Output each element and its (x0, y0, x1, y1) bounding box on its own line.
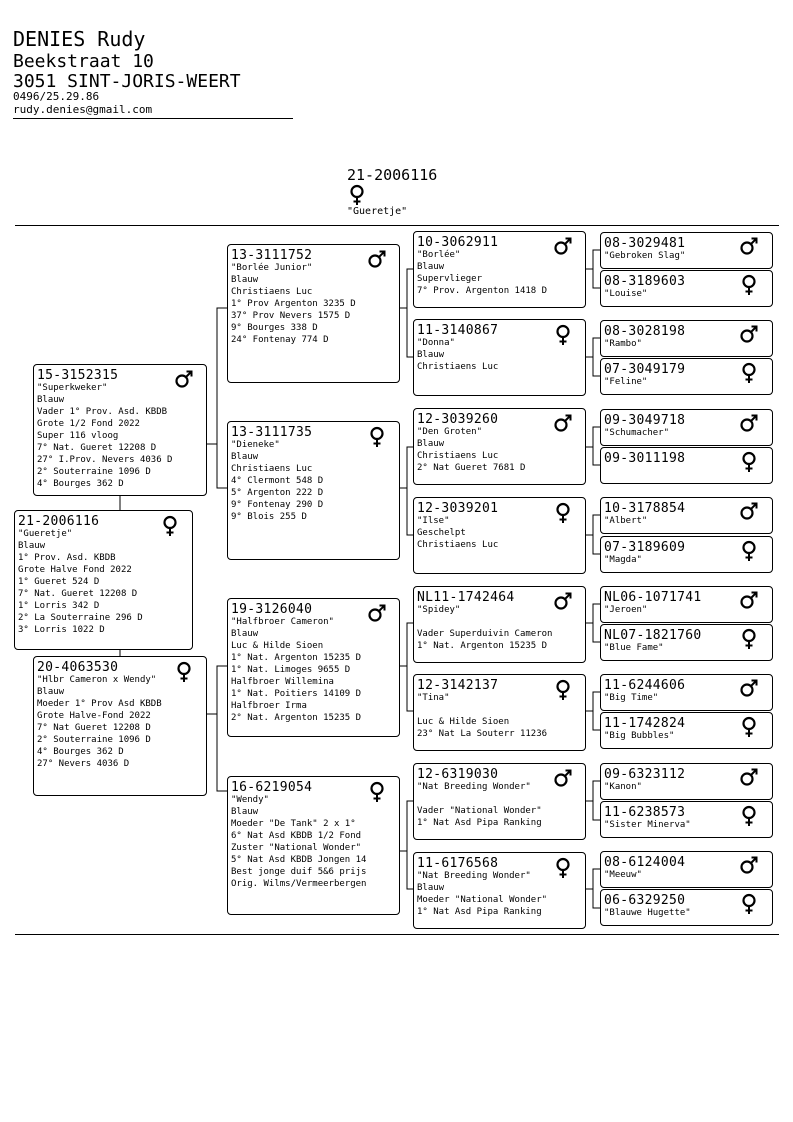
pedigree-info-line: Grote Halve Fond 2022 (18, 565, 132, 575)
ring-number: 08-6124004 (604, 855, 686, 870)
owner-city: 3051 SINT-JORIS-WEERT (13, 71, 241, 92)
pedigree-info-line: Blauw (18, 541, 46, 551)
pedigree-info-line: Halfbroer Irma (231, 701, 307, 711)
pigeon-name: "Dieneke" (231, 440, 280, 450)
pedigree-info-line: Grote 1/2 Fond 2022 (37, 419, 140, 429)
pedigree-info-line: 4° Bourges 362 D (37, 747, 124, 757)
pedigree-info-line: Blauw (417, 262, 445, 272)
pigeon-card-gen4-5[interactable] (413, 586, 586, 663)
pedigree-info-line: 2° Souterraine 1096 D (37, 467, 151, 477)
ring-number: 15-3152315 (37, 368, 119, 383)
pedigree-info-line: Moeder "De Tank" 2 x 1° (231, 819, 356, 829)
pedigree-info-line: 1° Nat. Argenton 15235 D (231, 653, 362, 663)
pedigree-info-line: Luc & Hilde Sioen (231, 641, 324, 651)
pedigree-info-line: 4° Bourges 362 D (37, 479, 124, 489)
pigeon-name: "Wendy" (231, 795, 269, 805)
ring-number: 09-3011198 (604, 451, 686, 466)
pigeon-card-gen5-5[interactable] (600, 409, 773, 446)
pigeon-name: "Blue Fame" (604, 643, 664, 653)
pedigree-info-line: Halfbroer Willemina (231, 677, 334, 687)
female-symbol-icon (739, 451, 759, 473)
ring-number: 11-1742824 (604, 716, 686, 731)
pigeon-name: "Big Bubbles" (604, 731, 675, 741)
pigeon-card-gen4-8[interactable] (413, 852, 586, 929)
ring-number: 09-3049718 (604, 413, 686, 428)
ring-number: 20-4063530 (37, 660, 119, 675)
connector-line (400, 269, 413, 308)
connector-line (593, 889, 600, 908)
pedigree-info-line: Blauw (231, 629, 259, 639)
ring-number: 12-6319030 (417, 767, 499, 782)
connector-line (593, 357, 600, 376)
pedigree-info-line: 27° Nevers 4036 D (37, 759, 130, 769)
female-symbol-icon (739, 540, 759, 562)
pigeon-name: "Blauwe Hugette" (604, 908, 691, 918)
pigeon-name: "Jeroen" (604, 605, 648, 615)
pedigree-info-line: 23° Nat La Souterr 11236 (417, 729, 548, 739)
pedigree-info-line: 9° Bourges 338 D (231, 323, 318, 333)
pedigree-info-line: Christiaens Luc (417, 451, 499, 461)
pedigree-info-line: Moeder "National Wonder" (417, 895, 548, 905)
female-symbol-icon (367, 781, 387, 803)
pigeon-name: "Louise" (604, 289, 648, 299)
ring-number: 08-3029481 (604, 236, 686, 251)
pedigree-info-line: 2° Nat. Argenton 15235 D (231, 713, 362, 723)
pedigree-info-line: 1° Gueret 524 D (18, 577, 100, 587)
pigeon-name: "Superkweker" (37, 383, 108, 393)
pigeon-name: "Kanon" (604, 782, 642, 792)
connector-line (207, 666, 227, 714)
male-symbol-icon (553, 768, 573, 790)
male-symbol-icon (739, 590, 759, 612)
pigeon-card-granddam-paternal[interactable] (227, 421, 400, 560)
pedigree-info-line: 7° Nat. Gueret 12208 D (18, 589, 138, 599)
pigeon-name: "Rambo" (604, 339, 642, 349)
male-symbol-icon (739, 236, 759, 258)
ring-number: 12-3142137 (417, 678, 499, 693)
pedigree-info-line: Vader 1° Prov. Asd. KBDB (37, 407, 168, 417)
female-symbol-icon (174, 661, 194, 683)
pedigree-info-line: Best jonge duif 5&6 prijs (231, 867, 367, 877)
pedigree-info-line: 1° Prov. Asd. KBDB (18, 553, 116, 563)
connector-line (586, 515, 600, 535)
pigeon-name: "Spidey" (417, 605, 461, 615)
pigeon-name: "Gebroken Slag" (604, 251, 686, 261)
pigeon-card-gen4-3[interactable] (413, 408, 586, 485)
pigeon-name: "Donna" (417, 338, 455, 348)
male-symbol-icon (367, 249, 387, 271)
pedigree-info-line: Supervlieger (417, 274, 483, 284)
owner-name: DENIES Rudy (13, 27, 146, 51)
pedigree-info-line: Vader "National Wonder" (417, 806, 542, 816)
pedigree-info-line: 1° Nat. Poitiers 14109 D (231, 689, 362, 699)
ring-number: 21-2006116 (18, 514, 100, 529)
female-symbol-icon (553, 679, 573, 701)
owner-email: rudy.denies@gmail.com (13, 103, 153, 116)
ring-number: 11-6244606 (604, 678, 686, 693)
ring-number: NL07-1821760 (604, 628, 702, 643)
female-symbol-icon (739, 362, 759, 384)
pedigree-info-line: Zuster "National Wonder" (231, 843, 362, 853)
male-symbol-icon (739, 324, 759, 346)
pedigree-info-line: 2° La Souterraine 296 D (18, 613, 143, 623)
pedigree-info-line: 7° Prov. Argenton 1418 D (417, 286, 548, 296)
connector-line (207, 308, 227, 444)
connector-line (593, 801, 600, 820)
male-symbol-icon (553, 413, 573, 435)
pigeon-card-dam[interactable] (33, 656, 207, 796)
pigeon-name: "Meeuw" (604, 870, 642, 880)
pigeon-card-gen5-7[interactable] (600, 497, 773, 534)
pedigree-info-line: Blauw (417, 350, 445, 360)
pigeon-card-gen5-9[interactable] (600, 586, 773, 623)
pigeon-card-gen5-16[interactable] (600, 889, 773, 926)
pigeon-name: "Hlbr Cameron x Wendy" (37, 675, 157, 685)
pigeon-name: "Nat Breeding Wonder" (417, 782, 531, 792)
pigeon-card-gen4-7[interactable] (413, 763, 586, 840)
pedigree-info-line: 7° Nat Gueret 12208 D (37, 723, 151, 733)
male-symbol-icon (739, 413, 759, 435)
pigeon-name: "Sister Minerva" (604, 820, 691, 830)
pigeon-card-gen5-15[interactable] (600, 851, 773, 888)
pedigree-info-line: 1° Prov Argenton 3235 D (231, 299, 356, 309)
pedigree-info-line: 5° Argenton 222 D (231, 488, 324, 498)
ring-number: 11-6238573 (604, 805, 686, 820)
connector-line (586, 781, 600, 801)
subject-pigeon-name: "Gueretje" (347, 206, 408, 217)
pedigree-info-line: 2° Nat Gueret 7681 D (417, 463, 526, 473)
connector-line (586, 427, 600, 447)
connector-line (593, 711, 600, 730)
pedigree-info-line: Vader Superduivin Cameron (417, 629, 553, 639)
pigeon-card-gen5-3[interactable] (600, 320, 773, 357)
pigeon-name: "Big Time" (604, 693, 659, 703)
connector-line (593, 535, 600, 554)
pigeon-card-gen4-1[interactable] (413, 231, 586, 308)
pigeon-card-grandsire-maternal[interactable] (227, 598, 400, 737)
ring-number: 08-3028198 (604, 324, 686, 339)
ring-number: 09-6323112 (604, 767, 686, 782)
pigeon-name: "Schumacher" (604, 428, 670, 438)
ring-number: 10-3178854 (604, 501, 686, 516)
pigeon-card-grandsire-paternal[interactable] (227, 244, 400, 383)
pigeon-name: "Tina" (417, 693, 450, 703)
connector-line (586, 869, 600, 889)
pigeon-card-gen5-4[interactable] (600, 358, 773, 395)
pigeon-card-gen4-6[interactable] (413, 674, 586, 751)
pigeon-card-gen5-6[interactable] (600, 447, 773, 484)
connector-line (593, 623, 600, 642)
ring-number: 13-3111735 (231, 425, 313, 440)
connector-line (593, 269, 600, 288)
pedigree-info-line: Moeder 1° Prov Asd KBDB (37, 699, 162, 709)
pedigree-info-line: 24° Fontenay 774 D (231, 335, 329, 345)
pigeon-card-gen4-2[interactable] (413, 319, 586, 396)
owner-phone: 0496/25.29.86 (13, 90, 100, 103)
pedigree-info-line: 1° Nat Asd Pipa Ranking (417, 818, 542, 828)
pedigree-info-line (417, 616, 582, 628)
pedigree-info-line: Super 116 vloog (37, 431, 119, 441)
connector-line (593, 447, 600, 465)
female-symbol-icon (739, 716, 759, 738)
pigeon-name: "Nat Breeding Wonder" (417, 871, 531, 881)
pedigree-info-line: Geschelpt (417, 528, 466, 538)
pedigree-info-line: Grote Halve-Fond 2022 (37, 711, 151, 721)
male-symbol-icon (739, 855, 759, 877)
pedigree-info-line: 7° Nat. Gueret 12208 D (37, 443, 157, 453)
pedigree-info-line (417, 704, 582, 716)
female-symbol-icon (553, 502, 573, 524)
pedigree-info-line: Christiaens Luc (231, 464, 313, 474)
ring-number: 12-3039201 (417, 501, 499, 516)
pedigree-info-line: Christiaens Luc (231, 287, 313, 297)
ring-number: 08-3189603 (604, 274, 686, 289)
pedigree-info-line: Blauw (37, 687, 65, 697)
pigeon-name: "Albert" (604, 516, 648, 526)
pedigree-info-line: Orig. Wilms/Vermeerbergen (231, 879, 367, 889)
pigeon-card-gen5-1[interactable] (600, 232, 773, 269)
pedigree-info-line: 37° Prov Nevers 1575 D (231, 311, 351, 321)
female-symbol-icon (739, 274, 759, 296)
pedigree-info-line: 5° Nat Asd KBDB Jongen 14 (231, 855, 367, 865)
pedigree-info-line: 9° Blois 255 D (231, 512, 307, 522)
ring-number: 11-6176568 (417, 856, 499, 871)
pedigree-info-line: 1° Nat. Limoges 9655 D (231, 665, 351, 675)
pedigree-info-line: 1° Lorris 342 D (18, 601, 100, 611)
pigeon-name: "Halfbroer Cameron" (231, 617, 334, 627)
pedigree-info-line: 1° Nat Asd Pipa Ranking (417, 907, 542, 917)
pigeon-name: "Borlée Junior" (231, 263, 313, 273)
pedigree-info-line: 4° Clermont 548 D (231, 476, 324, 486)
ring-number: 12-3039260 (417, 412, 499, 427)
pedigree-info-line: Christiaens Luc (417, 540, 499, 550)
female-symbol-icon (739, 893, 759, 915)
pigeon-card-gen5-12[interactable] (600, 712, 773, 749)
pigeon-name: "Den Groten" (417, 427, 483, 437)
connector-line (586, 692, 600, 711)
female-symbol-icon (553, 324, 573, 346)
pedigree-info-line: Blauw (231, 807, 259, 817)
subject-ring-number: 21-2006116 (347, 166, 438, 184)
female-symbol-icon (739, 628, 759, 650)
pigeon-name: "Magda" (604, 555, 642, 565)
connector-line (217, 714, 227, 791)
pedigree-info-line: Blauw (37, 395, 65, 405)
pedigree-info-line: 27° I.Prov. Nevers 4036 D (37, 455, 173, 465)
ring-number: 16-6219054 (231, 780, 313, 795)
pedigree-info-line: Blauw (231, 275, 259, 285)
pedigree-info-line: 9° Fontenay 290 D (231, 500, 324, 510)
pigeon-card-gen1[interactable] (14, 510, 193, 650)
connector-line (586, 338, 600, 357)
ring-number: 06-6329250 (604, 893, 686, 908)
pedigree-info-line (417, 793, 582, 805)
pigeon-card-gen5-14[interactable] (600, 801, 773, 838)
pigeon-card-sire[interactable] (33, 364, 207, 496)
pigeon-name: "Borlée" (417, 250, 461, 260)
pedigree-info-line: Blauw (417, 439, 445, 449)
pigeon-card-granddam-maternal[interactable] (227, 776, 400, 915)
pigeon-card-gen5-11[interactable] (600, 674, 773, 711)
ring-number: NL06-1071741 (604, 590, 702, 605)
pedigree-info-line: Blauw (231, 452, 259, 462)
pigeon-card-gen4-4[interactable] (413, 497, 586, 574)
male-symbol-icon (174, 369, 194, 391)
ring-number: 10-3062911 (417, 235, 499, 250)
connector-line (586, 250, 600, 269)
pigeon-name: "Gueretje" (18, 529, 73, 539)
male-symbol-icon (553, 236, 573, 258)
female-symbol-icon (367, 426, 387, 448)
connector-line (400, 447, 413, 488)
ring-number: 13-3111752 (231, 248, 313, 263)
pedigree-info-line: Luc & Hilde Sioen (417, 717, 510, 727)
pedigree-info-line: Christiaens Luc (417, 362, 499, 372)
pigeon-card-gen5-2[interactable] (600, 270, 773, 307)
pigeon-card-gen5-8[interactable] (600, 536, 773, 573)
connector-line (217, 444, 227, 488)
pigeon-name: "Ilse" (417, 516, 450, 526)
ring-number: 07-3189609 (604, 540, 686, 555)
connector-line (400, 801, 413, 851)
connector-line (586, 604, 600, 623)
male-symbol-icon (553, 591, 573, 613)
owner-street: Beekstraat 10 (13, 51, 154, 72)
pigeon-card-gen5-10[interactable] (600, 624, 773, 661)
pedigree-info-line: Blauw (417, 883, 445, 893)
ring-number: 07-3049179 (604, 362, 686, 377)
male-symbol-icon (367, 603, 387, 625)
male-symbol-icon (739, 767, 759, 789)
ring-number: 11-3140867 (417, 323, 499, 338)
male-symbol-icon (739, 501, 759, 523)
pedigree-info-line: 1° Nat. Argenton 15235 D (417, 641, 548, 651)
female-symbol-icon (160, 515, 180, 537)
connector-line (400, 623, 413, 666)
female-symbol-icon (739, 805, 759, 827)
female-symbol-icon (553, 857, 573, 879)
pigeon-name: "Feline" (604, 377, 648, 387)
male-symbol-icon (739, 678, 759, 700)
pigeon-card-gen5-13[interactable] (600, 763, 773, 800)
pedigree-info-line: 2° Souterraine 1096 D (37, 735, 151, 745)
ring-number: 19-3126040 (231, 602, 313, 617)
pedigree-info-line: 6° Nat Asd KBDB 1/2 Fond (231, 831, 362, 841)
pedigree-info-line: 3° Lorris 1022 D (18, 625, 105, 635)
ring-number: NL11-1742464 (417, 590, 515, 605)
